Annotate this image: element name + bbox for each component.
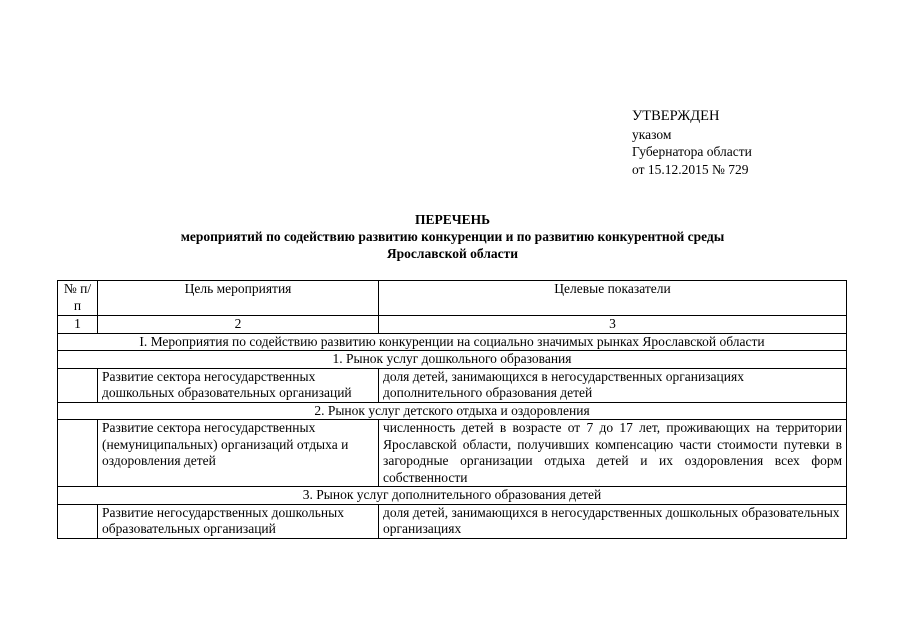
header-num: № п/п xyxy=(58,281,98,316)
row-num-1 xyxy=(58,368,98,402)
row-num-3 xyxy=(58,504,98,538)
document-subtitle: мероприятий по содействию развитию конкуренции и по развитию конкурентной среды xyxy=(180,229,725,244)
row-indicator-1: доля детей, занимающихся в негосударственных организациях дополнительного образования детей xyxy=(379,368,847,402)
table-row xyxy=(58,420,847,487)
row-num-2 xyxy=(58,420,98,487)
measures-table xyxy=(57,280,847,539)
row-goal-2: Развитие сектора негосударственных (немуниципальных) организаций отдыха и оздоровления детей xyxy=(98,420,379,487)
approval-authority: Губернатора области xyxy=(632,144,752,159)
header-goal: Цель мероприятия xyxy=(98,281,379,316)
document-title: ПЕРЕЧЕНЬ xyxy=(414,212,491,227)
col-number-2: 2 xyxy=(98,316,379,334)
document-subtitle-region: Ярославской области xyxy=(386,246,519,261)
approval-title: УТВЕРЖДЕН xyxy=(632,108,720,124)
approval-date: от 15.12.2015 № 729 xyxy=(632,161,749,177)
market-title-1: 1. Рынок услуг дошкольного образования xyxy=(58,351,847,369)
approval-decree: указом xyxy=(632,126,672,142)
market-title-row xyxy=(58,487,847,505)
market-title-3: 3. Рынок услуг дополнительного образования детей xyxy=(58,487,847,505)
header-indicators: Целевые показатели xyxy=(379,281,847,316)
table-row xyxy=(58,504,847,538)
market-title-row xyxy=(58,402,847,420)
document-heading xyxy=(0,211,905,262)
row-indicator-3: доля детей, занимающихся в негосударственных дошкольных образовательных организациях xyxy=(379,504,847,538)
section-title: I. Мероприятия по содействию развитию конкуренции на социально значимых рынках Ярославской области xyxy=(58,333,847,351)
section-row xyxy=(58,333,847,351)
row-goal-3: Развитие негосударственных дошкольных образовательных организаций xyxy=(98,504,379,538)
table-header-row xyxy=(58,281,847,316)
market-title-2: 2. Рынок услуг детского отдыха и оздоровления xyxy=(58,402,847,420)
col-number-3: 3 xyxy=(379,316,847,334)
column-numbers-row xyxy=(58,316,847,334)
col-number-1: 1 xyxy=(58,316,98,334)
market-title-row xyxy=(58,351,847,369)
row-indicator-2: численность детей в возрасте от 7 до 17 лет, проживающих на территории Ярославской области, получивших компенсацию части стоимости путевки в загородные организации отдыха детей и их оздоровления всех форм собственности xyxy=(379,420,847,487)
table-row xyxy=(58,368,847,402)
approval-stamp xyxy=(632,108,752,178)
row-goal-1: Развитие сектора негосударственных дошкольных образовательных организаций xyxy=(98,368,379,402)
